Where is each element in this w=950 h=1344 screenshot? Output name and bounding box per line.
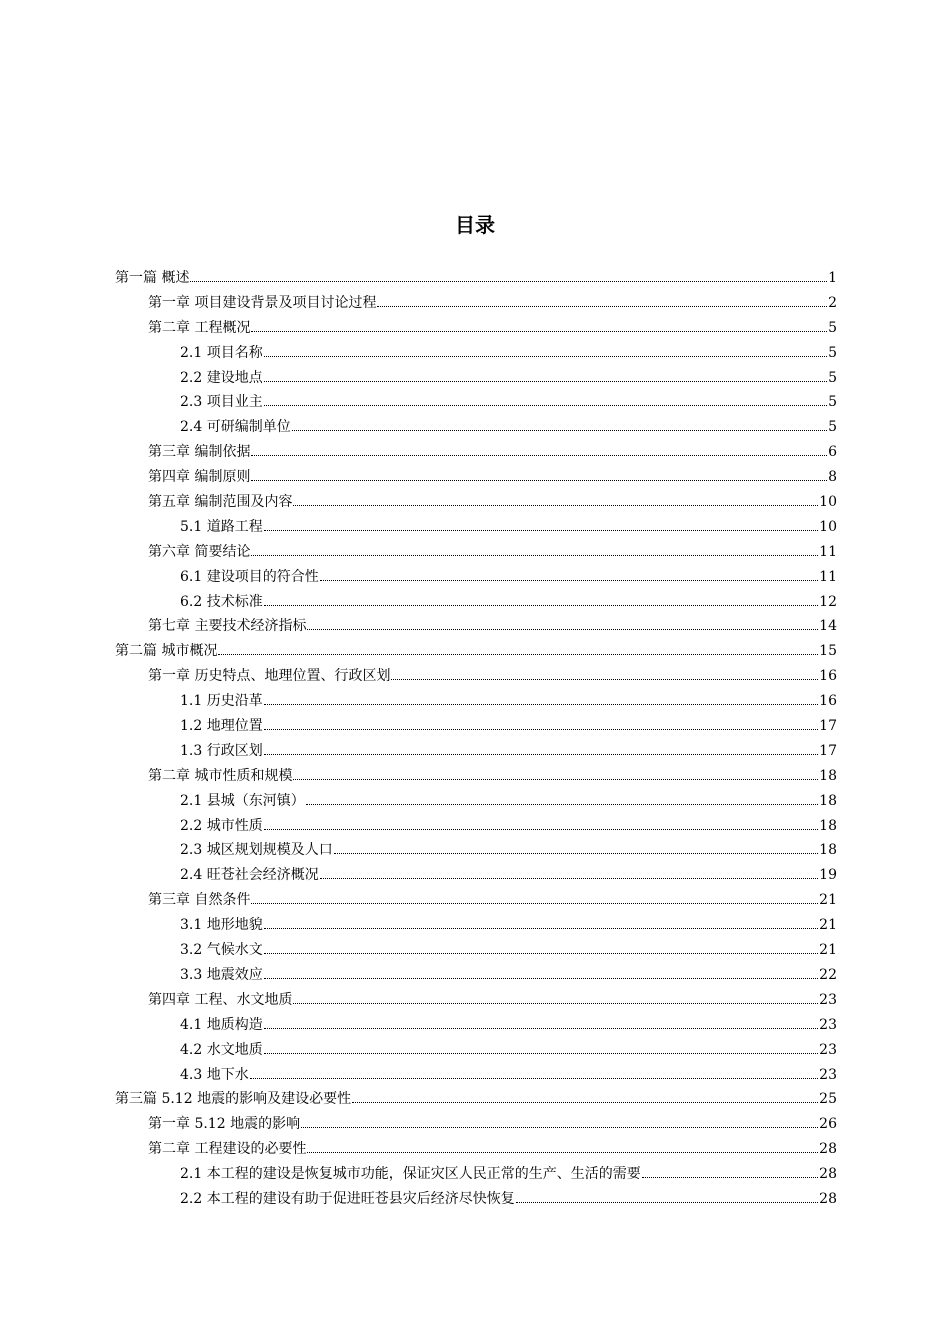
toc-entry-page-number: 17 [819,742,837,759]
toc-entry[interactable] [115,764,837,789]
dot-leader [293,504,818,506]
toc-entry-label: 第一章 项目建设背景及项目讨论过程 [148,294,377,311]
toc-entry[interactable] [115,366,837,391]
toc-entry[interactable] [115,838,837,863]
dot-leader [264,952,818,954]
dot-leader [251,554,818,556]
toc-entry-label: 第六章 简要结论 [148,543,251,560]
toc-entry[interactable] [115,415,837,440]
dot-leader [251,454,827,456]
toc-entry-page-number: 23 [819,1041,837,1058]
dot-leader [307,1151,818,1153]
toc-entry[interactable] [115,938,837,963]
dot-leader [306,803,818,805]
dot-leader [334,852,818,854]
toc-entry-label: 2.3 城区规划规模及人口 [180,842,333,859]
toc-entry[interactable] [115,888,837,913]
toc-entry-label: 第二篇 城市概况 [115,643,218,660]
toc-entry-label: 1.2 地理位置 [180,718,263,735]
dot-leader [642,1176,818,1178]
dot-leader [320,579,818,581]
toc-entry[interactable] [115,814,837,839]
toc-entry-page-number: 16 [819,693,837,710]
toc-entry-page-number: 18 [819,767,837,784]
toc-entry-label: 1.1 历史沿革 [180,693,263,710]
toc-entry-page-number: 18 [819,817,837,834]
toc-entry-page-number: 5 [828,419,837,436]
toc-entry-page-number: 18 [819,792,837,809]
toc-entry-page-number: 14 [819,618,837,635]
dot-leader [352,1101,818,1103]
toc-entry-label: 2.4 旺苍社会经济概况 [180,867,319,884]
dot-leader [516,1201,818,1203]
dot-leader [264,703,818,705]
toc-entry-label: 第三章 编制依据 [148,444,251,461]
toc-entry-label: 3.3 地震效应 [180,966,263,983]
toc-entry-label: 第一篇 概述 [115,270,190,286]
toc-entry[interactable] [115,863,837,888]
toc-entry-page-number: 23 [819,991,837,1008]
toc-entry-label: 1.3 行政区划 [180,742,263,759]
toc-entry-label: 第四章 编制原则 [148,469,251,486]
dot-leader [251,330,827,332]
toc-entry[interactable] [115,390,837,415]
toc-entry-label: 第三篇 5.12 地震的影响及建设必要性 [115,1091,352,1108]
dot-leader [391,678,818,680]
toc-entry-page-number: 28 [819,1141,837,1158]
toc-entry-label: 5.1 道路工程 [180,518,263,535]
dot-leader [264,1027,818,1029]
dot-leader [320,877,818,879]
dot-leader [377,305,827,307]
toc-entry[interactable] [115,440,837,465]
dot-leader [301,1126,818,1128]
toc-entry[interactable] [115,963,837,988]
toc-entry-label: 2.1 项目名称 [180,344,263,361]
toc-entry[interactable] [115,1038,837,1063]
toc-entry-label: 3.2 气候水文 [180,942,263,959]
toc-entry-label: 第一章 5.12 地震的影响 [148,1116,301,1133]
toc-entry[interactable] [115,714,837,739]
toc-entry-label: 2.2 本工程的建设有助于促进旺苍县灾后经济尽快恢复 [180,1190,515,1207]
toc-entry-label: 第三章 自然条件 [148,892,251,909]
toc-entry-label: 4.2 水文地质 [180,1041,263,1058]
toc-entry-page-number: 15 [819,643,837,660]
toc-entry-page-number: 5 [828,319,837,336]
toc-entry-page-number: 12 [819,593,837,610]
toc-entry-page-number: 28 [819,1166,837,1183]
toc-entry-page-number: 17 [819,718,837,735]
toc-entry[interactable] [115,1013,837,1038]
toc-entry[interactable] [115,490,837,515]
toc-entry-page-number: 11 [819,543,837,560]
toc-entry-label: 第七章 主要技术经济指标 [148,618,307,635]
toc-entry-page-number: 8 [828,469,837,486]
toc-entry-label: 第二章 工程概况 [148,319,251,336]
toc-entry-page-number: 16 [819,668,837,685]
toc-entry-page-number: 10 [819,518,837,535]
toc-entry-page-number: 25 [819,1091,837,1108]
toc-entry[interactable] [115,1137,837,1162]
dot-leader [264,380,827,382]
toc-entry[interactable] [115,639,837,664]
toc-entry-label: 第一章 历史特点、地理位置、行政区划 [148,668,391,685]
toc-entry[interactable] [115,789,837,814]
toc-entry-page-number: 23 [819,1066,837,1083]
toc-entry-label: 6.2 技术标准 [180,593,263,610]
dot-leader [264,927,818,929]
toc-entry-label: 3.1 地形地貌 [180,917,263,934]
toc-entry-page-number: 26 [819,1116,837,1133]
dot-leader [264,604,818,606]
dot-leader [250,1077,818,1079]
toc-entry-label: 第五章 编制范围及内容 [148,494,293,511]
dot-leader [293,778,818,780]
toc-entry-page-number: 5 [828,394,837,411]
toc-entry[interactable] [115,739,837,764]
toc-entry-page-number: 19 [819,867,837,884]
toc-entry[interactable] [115,341,837,366]
toc-entry[interactable] [115,664,837,689]
toc-entry-page-number: 10 [819,494,837,511]
toc-entry-page-number: 18 [819,842,837,859]
toc-entry[interactable] [115,465,837,490]
toc-entry[interactable] [115,540,837,565]
toc-entry-page-number: 23 [819,1016,837,1033]
toc-entry-label: 4.3 地下水 [180,1066,249,1083]
toc-entry[interactable] [115,515,837,540]
toc-entry[interactable] [115,1063,837,1088]
toc-entry[interactable] [115,266,837,291]
dot-leader [264,977,818,979]
toc-entry[interactable] [115,614,837,639]
dot-leader [307,628,818,630]
toc-entry[interactable] [115,1162,837,1187]
toc-entry-label: 2.1 本工程的建设是恢复城市功能，保证灾区人民正常的生产、生活的需要 [180,1166,641,1183]
dot-leader [264,828,818,830]
toc-entry[interactable] [115,1187,837,1212]
toc-entry-page-number: 1 [828,270,837,286]
toc-entry[interactable] [115,988,837,1013]
toc-entry-page-number: 21 [819,917,837,934]
toc-entry-page-number: 5 [828,369,837,386]
toc-entry-page-number: 22 [819,966,837,983]
dot-leader [264,355,827,357]
toc-entry-page-number: 28 [819,1190,837,1207]
toc-entry[interactable] [115,1112,837,1137]
dot-leader [251,902,818,904]
toc-entry-label: 2.1 县城（东河镇） [180,792,305,809]
toc-entry-page-number: 6 [828,444,837,461]
dot-leader [264,728,818,730]
dot-leader [264,404,827,406]
toc-entry[interactable] [115,565,837,590]
dot-leader [218,653,818,655]
toc-entry[interactable] [115,913,837,938]
toc-entry[interactable] [115,689,837,714]
toc-entry[interactable] [115,590,837,615]
toc-entry[interactable] [115,1087,837,1112]
toc-entry-label: 第二章 工程建设的必要性 [148,1141,307,1158]
toc-entry-page-number: 5 [828,344,837,361]
toc-entry-page-number: 2 [828,294,837,311]
table-of-contents [115,266,837,1212]
dot-leader [264,1052,818,1054]
toc-entry[interactable] [115,316,837,341]
dot-leader [264,753,818,755]
toc-entry-label: 2.2 城市性质 [180,817,263,834]
dot-leader [190,280,827,282]
toc-entry-label: 2.2 建设地点 [180,369,263,386]
dot-leader [251,479,827,481]
dot-leader [264,529,818,531]
toc-entry-label: 4.1 地质构造 [180,1016,263,1033]
toc-entry-page-number: 21 [819,892,837,909]
toc-entry[interactable] [115,291,837,316]
toc-entry-label: 6.1 建设项目的符合性 [180,568,319,585]
toc-entry-label: 2.3 项目业主 [180,394,263,411]
page-title: 目录 [455,213,495,237]
toc-entry-label: 第四章 工程、水文地质 [148,991,293,1008]
toc-entry-page-number: 21 [819,942,837,959]
dot-leader [293,1002,818,1004]
toc-entry-page-number: 11 [819,568,837,585]
dot-leader [292,429,827,431]
toc-entry-label: 2.4 可研编制单位 [180,419,291,436]
toc-entry-label: 第二章 城市性质和规模 [148,767,293,784]
